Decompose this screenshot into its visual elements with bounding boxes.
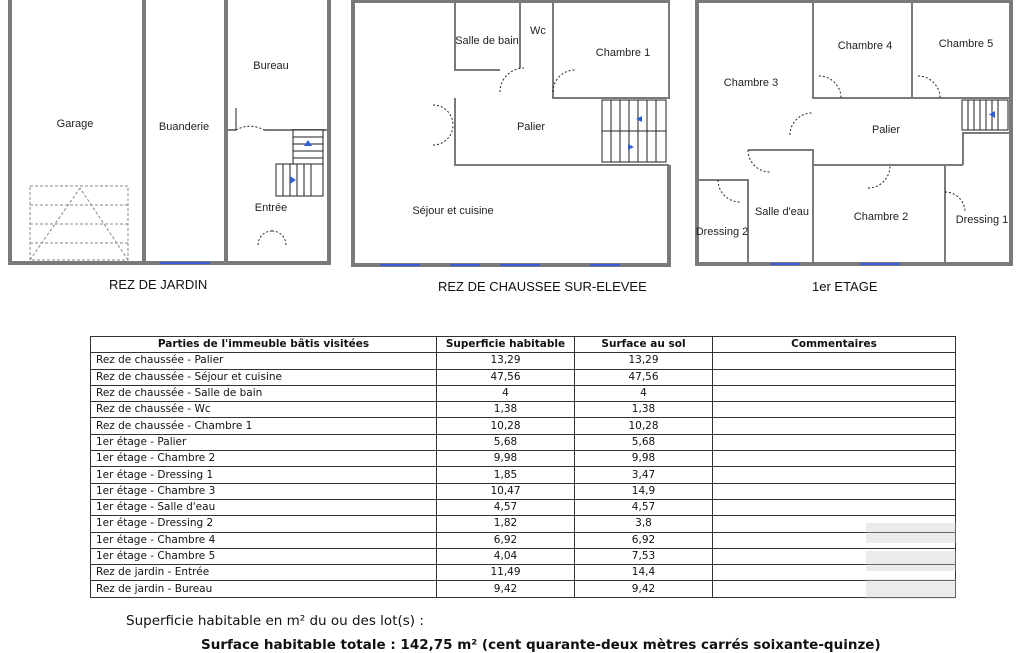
table-row bbox=[91, 451, 956, 467]
room-dressing-2: Dressing 2 bbox=[695, 226, 749, 238]
cell-part: 1er étage - Palier bbox=[91, 434, 437, 450]
dressing1-door bbox=[945, 192, 965, 212]
stairs-jardin bbox=[276, 130, 323, 196]
cell-sol: 14,9 bbox=[575, 483, 713, 499]
table-row bbox=[91, 385, 956, 401]
cell-sol: 4,57 bbox=[575, 499, 713, 515]
room-chambre-4: Chambre 4 bbox=[837, 40, 893, 52]
cell-part: 1er étage - Salle d'eau bbox=[91, 499, 437, 515]
cell-hab: 4,04 bbox=[437, 548, 575, 564]
bureau-door bbox=[236, 126, 264, 130]
room-wc: Wc bbox=[530, 25, 546, 37]
table-row bbox=[91, 483, 956, 499]
cell-sol: 3,8 bbox=[575, 516, 713, 532]
cell-hab: 4,57 bbox=[437, 499, 575, 515]
plan-title-premier-etage: 1er ETAGE bbox=[812, 279, 878, 294]
cell-hab: 1,85 bbox=[437, 467, 575, 483]
wc-door bbox=[553, 70, 575, 92]
plan-premier-etage bbox=[696, 0, 1011, 264]
sdb-door bbox=[500, 68, 524, 92]
cell-sol: 14,4 bbox=[575, 565, 713, 581]
cell-part: Rez de chaussée - Salle de bain bbox=[91, 385, 437, 401]
cell-comment bbox=[713, 434, 956, 450]
header-superficie-habitable: Superficie habitable bbox=[437, 337, 575, 353]
table-body bbox=[91, 353, 956, 597]
stairs-rdc bbox=[602, 100, 666, 162]
cell-comment bbox=[713, 369, 956, 385]
watermark-logo bbox=[866, 515, 956, 605]
table-header-row bbox=[91, 337, 956, 353]
room-sejour-cuisine: Séjour et cuisine bbox=[412, 205, 494, 217]
room-chambre-1: Chambre 1 bbox=[595, 47, 651, 59]
room-salle-eau: Salle d'eau bbox=[754, 206, 810, 218]
floor-plans bbox=[0, 0, 1025, 300]
cell-part: Rez de chaussée - Wc bbox=[91, 402, 437, 418]
cell-hab: 4 bbox=[437, 385, 575, 401]
chambre2-door bbox=[868, 166, 890, 188]
cell-sol: 9,42 bbox=[575, 581, 713, 597]
cell-hab: 11,49 bbox=[437, 565, 575, 581]
plan-title-rez-de-chaussee: REZ DE CHAUSSEE SUR-ELEVEE bbox=[438, 279, 647, 294]
table-row bbox=[91, 402, 956, 418]
cell-part: 1er étage - Chambre 2 bbox=[91, 451, 437, 467]
cell-comment bbox=[713, 418, 956, 434]
cell-hab: 13,29 bbox=[437, 353, 575, 369]
cell-part: 1er étage - Dressing 1 bbox=[91, 467, 437, 483]
cell-hab: 5,68 bbox=[437, 434, 575, 450]
table-row bbox=[91, 516, 956, 532]
header-commentaires: Commentaires bbox=[713, 337, 956, 353]
cell-comment bbox=[713, 467, 956, 483]
cell-part: Rez de chaussée - Chambre 1 bbox=[91, 418, 437, 434]
table-row bbox=[91, 499, 956, 515]
table-row bbox=[91, 581, 956, 597]
header-parties: Parties de l'immeuble bâtis visitées bbox=[91, 337, 437, 353]
cell-sol: 3,47 bbox=[575, 467, 713, 483]
floor-plans-svg bbox=[0, 0, 1025, 300]
cell-part: 1er étage - Chambre 5 bbox=[91, 548, 437, 564]
stairs-etage bbox=[962, 100, 1008, 130]
table-row bbox=[91, 548, 956, 564]
room-chambre-2: Chambre 2 bbox=[853, 211, 909, 223]
cell-hab: 1,82 bbox=[437, 516, 575, 532]
cell-sol: 4 bbox=[575, 385, 713, 401]
table-row bbox=[91, 434, 956, 450]
note-superficie: Superficie habitable en m² du ou des lot(s) : bbox=[126, 613, 424, 629]
table-row bbox=[91, 353, 956, 369]
sejour-door bbox=[433, 105, 453, 145]
cell-comment bbox=[713, 451, 956, 467]
cell-hab: 9,98 bbox=[437, 451, 575, 467]
cell-comment bbox=[713, 402, 956, 418]
table-row bbox=[91, 467, 956, 483]
cell-part: 1er étage - Chambre 3 bbox=[91, 483, 437, 499]
entree-door bbox=[258, 231, 286, 245]
cell-hab: 6,92 bbox=[437, 532, 575, 548]
cell-comment bbox=[713, 353, 956, 369]
garage-door bbox=[30, 186, 128, 260]
room-salle-de-bain: Salle de bain bbox=[455, 35, 519, 47]
cell-part: 1er étage - Chambre 4 bbox=[91, 532, 437, 548]
note-surface-totale: Surface habitable totale : 142,75 m² (cent quarante-deux mètres carrés soixante-quinze) bbox=[201, 637, 881, 653]
cell-comment bbox=[713, 385, 956, 401]
room-chambre-5: Chambre 5 bbox=[938, 38, 994, 50]
cell-part: Rez de chaussée - Palier bbox=[91, 353, 437, 369]
surface-table bbox=[90, 336, 956, 598]
plan-title-rez-de-jardin: REZ DE JARDIN bbox=[109, 277, 208, 292]
salle-eau-door bbox=[748, 150, 770, 172]
room-entree: Entrée bbox=[254, 202, 288, 214]
cell-hab: 10,47 bbox=[437, 483, 575, 499]
room-palier-rdc: Palier bbox=[516, 121, 546, 133]
cell-sol: 7,53 bbox=[575, 548, 713, 564]
cell-sol: 1,38 bbox=[575, 402, 713, 418]
table-row bbox=[91, 369, 956, 385]
cell-sol: 5,68 bbox=[575, 434, 713, 450]
cell-sol: 9,98 bbox=[575, 451, 713, 467]
cell-sol: 6,92 bbox=[575, 532, 713, 548]
cell-hab: 10,28 bbox=[437, 418, 575, 434]
cell-comment bbox=[713, 483, 956, 499]
room-dressing-1: Dressing 1 bbox=[955, 214, 1009, 226]
chambre5-door bbox=[918, 76, 940, 98]
room-buanderie: Buanderie bbox=[158, 121, 210, 133]
table-row bbox=[91, 532, 956, 548]
cell-sol: 10,28 bbox=[575, 418, 713, 434]
room-bureau: Bureau bbox=[253, 60, 289, 72]
dressing2-door bbox=[718, 180, 740, 202]
chambre4-door bbox=[819, 76, 841, 98]
room-palier-etage: Palier bbox=[871, 124, 901, 136]
cell-part: Rez de jardin - Entrée bbox=[91, 565, 437, 581]
cell-comment bbox=[713, 499, 956, 515]
cell-hab: 9,42 bbox=[437, 581, 575, 597]
table-row bbox=[91, 565, 956, 581]
cell-hab: 47,56 bbox=[437, 369, 575, 385]
cell-part: Rez de jardin - Bureau bbox=[91, 581, 437, 597]
room-chambre-3: Chambre 3 bbox=[723, 77, 779, 89]
room-garage: Garage bbox=[56, 118, 94, 130]
cell-hab: 1,38 bbox=[437, 402, 575, 418]
cell-sol: 13,29 bbox=[575, 353, 713, 369]
cell-part: Rez de chaussée - Séjour et cuisine bbox=[91, 369, 437, 385]
table-row bbox=[91, 418, 956, 434]
chambre3-door bbox=[790, 113, 812, 135]
cell-part: 1er étage - Dressing 2 bbox=[91, 516, 437, 532]
header-surface-au-sol: Surface au sol bbox=[575, 337, 713, 353]
cell-sol: 47,56 bbox=[575, 369, 713, 385]
plan-rez-de-chaussee bbox=[353, 0, 669, 265]
plan-rez-de-jardin bbox=[10, 0, 329, 263]
